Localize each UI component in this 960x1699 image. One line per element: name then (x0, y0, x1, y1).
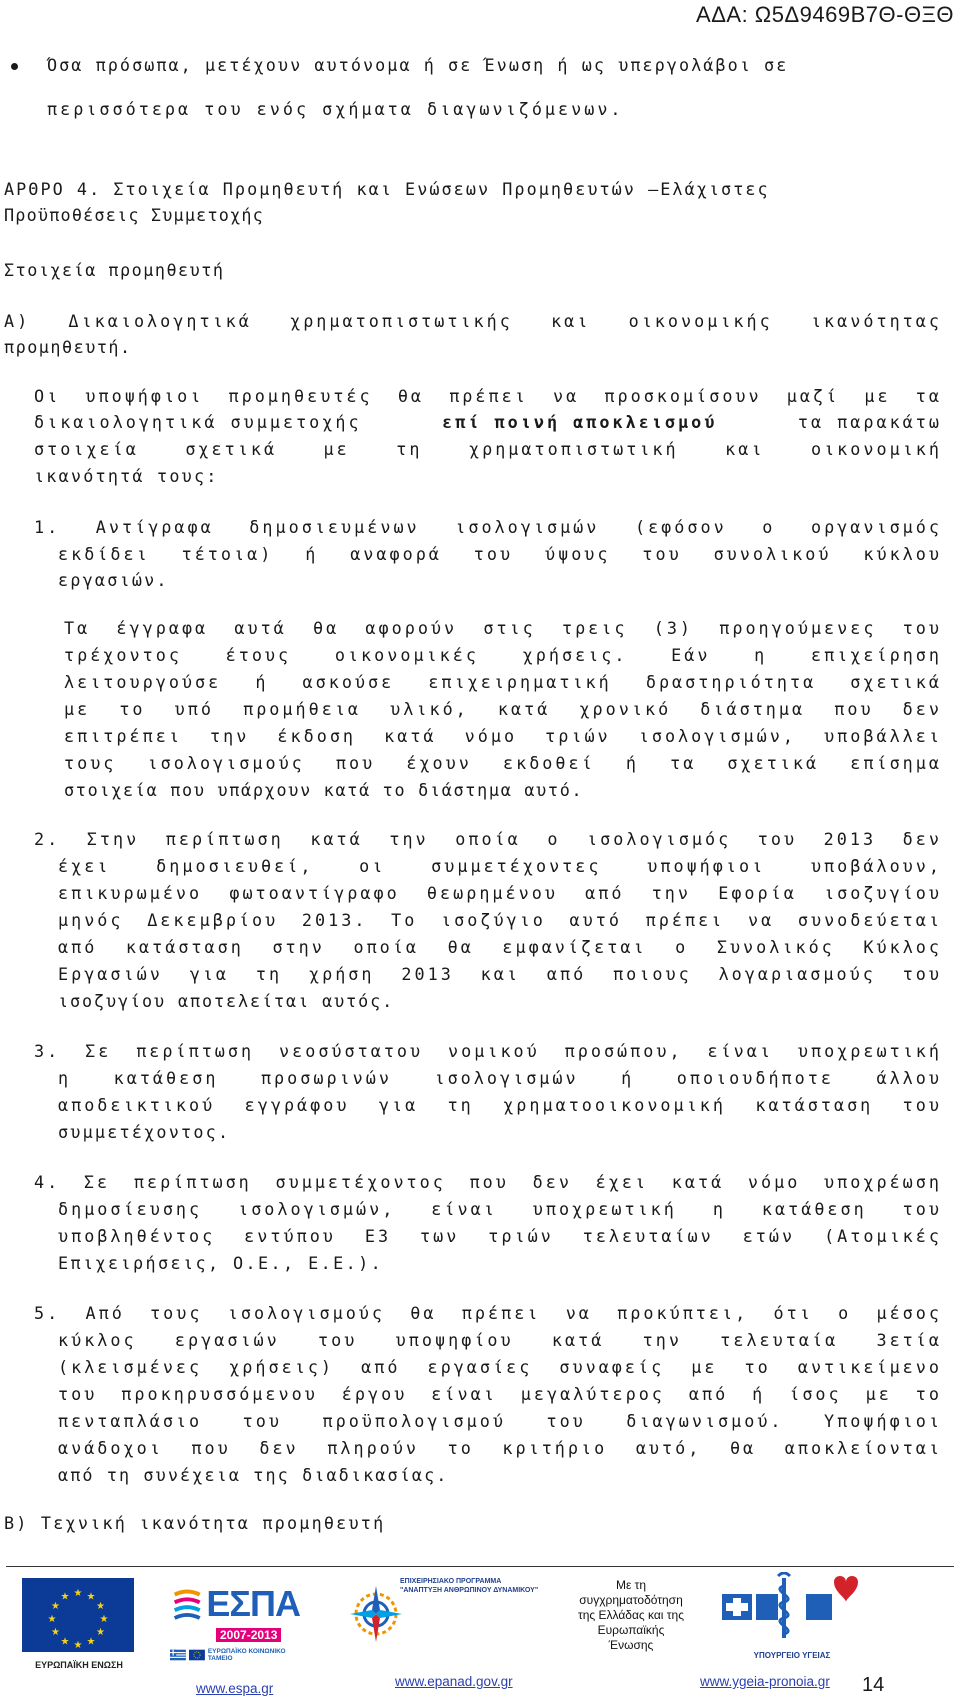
item-1-sub-line: με το υπό προμήθεια υλικό, κατά χρονικό διάστημα που δεν (64, 699, 942, 719)
svg-text:★: ★ (86, 1591, 96, 1603)
bullet-text-line: περισσότερα του ενός σχήματα διαγωνιζόμενων. (47, 99, 624, 119)
svg-text:★: ★ (60, 1591, 70, 1603)
footer-divider (6, 1566, 954, 1567)
item-1-line: εκδίδει τέτοια) ή αναφορά του ύψους του συνολικού κύκλου (58, 544, 942, 564)
item-2-line: από κατάσταση στην οποία θα εμφανίζεται ο Συνολικός Κύκλος (58, 937, 942, 957)
section-a-heading: προμηθευτή. (4, 337, 132, 357)
item-3-line: 3. Σε περίπτωση νεοσύστατου νομικού προσώπου, είναι υποχρεωτική (34, 1041, 942, 1061)
item-5-line: κύκλος εργασιών του υποψηφίου κατά την τελευταία 3ετία (58, 1330, 942, 1350)
bullet-text-line: Όσα πρόσωπα, μετέχουν αυτόνομα ή σε Ένωση ή ως υπεργολάβοι σε (47, 55, 789, 75)
cofunding-line: Ένωσης (608, 1638, 654, 1652)
espa-logo (170, 1582, 300, 1662)
svg-text:★: ★ (96, 1627, 105, 1638)
bullet-dot (11, 63, 18, 70)
item-1-sub-line: Τα έγγραφα αυτά θα αφορούν στις τρεις (3) προηγούμενες του (64, 618, 942, 638)
intro-emphasis: επί ποινή αποκλεισμού (442, 412, 718, 432)
item-3-line: συμμετέχοντος. (58, 1122, 231, 1142)
item-2-line: έχει δημοσιευθεί, οι συμμετέχοντες υποψήφιοι υποβάλουν, (58, 856, 942, 876)
intro-text: τα παρακάτω (797, 412, 942, 432)
section-b-heading: Β) Τεχνική ικανότητα προμηθευτή (4, 1513, 386, 1533)
intro-text: δικαιολογητικά συμμετοχής (34, 412, 362, 432)
intro-line: Οι υποψήφιοι προμηθευτές θα πρέπει να προσκομίσουν μαζί με τα (34, 386, 942, 406)
item-5-line: του προκηρυσσόμενου έργου είναι μεγαλύτερος από ή ίσος με το (58, 1384, 942, 1404)
cofunding-line: της Ελλάδας και της (577, 1608, 684, 1622)
item-1-line: εργασιών. (58, 570, 169, 590)
link-ygeia-pronoia[interactable]: www.ygeia-pronoia.gr (700, 1674, 830, 1689)
article-title: Προϋποθέσεις Συμμετοχής (4, 205, 264, 225)
link-espa[interactable]: www.espa.gr (196, 1681, 274, 1696)
item-1-sub-line: στοιχεία που υπάρχουν κατά το διάστημα αυτό. (64, 780, 584, 800)
item-4-line: υποβληθέντος εντύπου Ε3 των τριών τελευταίων ετών (Ατομικές (58, 1226, 942, 1246)
espa-fund: ΕΥΡΩΠΑΪΚΟ ΚΟΙΝΩΝΙΚΟ ΤΑΜΕΙΟ (207, 1648, 286, 1662)
item-2-line: ισοζυγίου αποτελείται αυτός. (58, 991, 395, 1011)
greek-flag-icon (170, 1649, 186, 1661)
svg-text:★: ★ (86, 1636, 96, 1648)
program-subtitle: "ΑΝΑΠΤΥΞΗ ΑΝΘΡΩΠΙΝΟΥ ΔΥΝΑΜΙΚΟΥ" (400, 1587, 539, 1594)
eu-logo (22, 1578, 136, 1670)
svg-text:★: ★ (51, 1601, 60, 1612)
compass-emblem-icon (348, 1582, 404, 1648)
item-3-line: αποδεικτικού εγγράφου για τη χρηματοοικονομική κατάσταση του (58, 1095, 942, 1115)
item-3-line: η κατάθεση προσωρινών ισολογισμών ή οποιουδήποτε άλλου (58, 1068, 942, 1088)
item-1-line: 1. Αντίγραφα δημοσιευμένων ισολογισμών (εφόσον ο οργανισμός (34, 517, 942, 537)
intro-line: ικανότητά τους: (34, 466, 219, 486)
item-4-line: Επιχειρήσεις, Ο.Ε., Ε.Ε.). (58, 1253, 384, 1273)
intro-line: στοιχεία σχετικά με τη χρηματοπιστωτική και οικονομική (34, 439, 942, 459)
item-5-line: ανάδοχοι που δεν πληρούν το κριτήριο αυτό, θα αποκλείονται (58, 1438, 942, 1458)
eu-flag-icon (22, 1578, 134, 1652)
link-epanad[interactable]: www.epanad.gov.gr (395, 1674, 513, 1689)
item-1-sub-line: τους ισολογισμούς που έχουν εκδοθεί ή τα σχετικά επίσημα (64, 753, 942, 773)
ministry-emblem-icon (722, 1572, 862, 1642)
intro-line (34, 412, 942, 432)
page-number: 14 (862, 1674, 885, 1696)
espa-years: 2007-2013 (216, 1628, 281, 1642)
item-5-line: (κλεισμένες χρήσεις) από εργασίες συναφείς με το αντικείμενο (58, 1357, 942, 1377)
svg-text:★: ★ (99, 1614, 109, 1625)
item-4-line: 4. Σε περίπτωση συμμετέχοντος που δεν έχει κατά νόμο υποχρέωση (34, 1172, 942, 1192)
item-1-sub-line: επιτρέπει την έκδοση κατά νόμο τριών ισολογισμών, υποβάλλει (64, 726, 942, 746)
svg-text:★: ★ (51, 1627, 60, 1638)
item-2-line: 2. Στην περίπτωση κατά την οποία ο ισολογισμός του 2013 δεν (34, 829, 942, 849)
svg-text:★: ★ (73, 1640, 83, 1651)
cofunding-line: Με τη (615, 1578, 647, 1592)
svg-text:★: ★ (60, 1636, 70, 1648)
item-1-sub-line: τρέχοντος έτους οικονομικές χρήσεις. Εάν η επιχείρηση (64, 645, 942, 665)
eu-mini-flag-icon (189, 1649, 205, 1661)
svg-text:★: ★ (96, 1601, 105, 1612)
ministry-label: ΥΠΟΥΡΓΕΙΟ ΥΓΕΙΑΣ (753, 1651, 831, 1660)
cofunding-text (563, 1578, 699, 1653)
svg-text:★: ★ (73, 1588, 83, 1599)
article-title: ΑΡΘΡΟ 4. Στοιχεία Προμηθευτή και Ενώσεων Προμηθευτών –Ελάχιστες (4, 179, 770, 199)
program-title: ΕΠΙΧΕΙΡΗΣΙΑΚΟ ΠΡΟΓΡΑΜΜΑ (400, 1578, 502, 1585)
espa-title: ΕΣΠΑ (206, 1583, 300, 1624)
section-a-heading: Α) Δικαιολογητικά χρηματοπιστωτικής και οικονομικής ικανότητας (4, 311, 942, 331)
item-5-line: πενταπλάσιο του προϋπολογισμού του διαγωνισμού. Υποψήφιοι (58, 1411, 942, 1431)
item-2-line: Εργασιών για τη χρήση 2013 και από ποιους λογαριασμούς του (58, 964, 942, 984)
item-5-line: από τη συνέχεια της διαδικασίας. (58, 1465, 449, 1485)
espa-emblem-icon (170, 1582, 204, 1626)
item-2-line: μηνός Δεκεμβρίου 2013. Το ισοζύγιο αυτό πρέπει να συνοδεύεται (58, 910, 942, 930)
svg-text:★: ★ (47, 1614, 57, 1625)
eu-label: ΕΥΡΩΠΑΪΚΗ ΕΝΩΣΗ (35, 1660, 123, 1670)
cofunding-line: συγχρηματοδότηση (579, 1593, 683, 1607)
item-1-sub-line: λειτουργούσε ή ασκούσε επιχειρηματική δραστηριότητα σχετικά (64, 672, 942, 692)
ministry-logo (722, 1572, 862, 1660)
cofunding-line: Ευρωπαϊκής (597, 1623, 665, 1637)
item-5-line: 5. Από τους ισολογισμούς θα πρέπει να προκύπτει, ότι ο μέσος (34, 1303, 942, 1323)
section-subtitle: Στοιχεία προμηθευτή (4, 260, 225, 280)
document-ada-code: ΑΔΑ: Ω5Δ9469Β7Θ-ΘΞΘ (696, 2, 954, 27)
item-4-line: δημοσίευσης ισολογισμών, είναι υποχρεωτική η κατάθεση του (58, 1199, 942, 1219)
item-2-line: επικυρωμένο φωτοαντίγραφο θεωρημένου από την Εφορία ισοζυγίου (58, 883, 942, 903)
